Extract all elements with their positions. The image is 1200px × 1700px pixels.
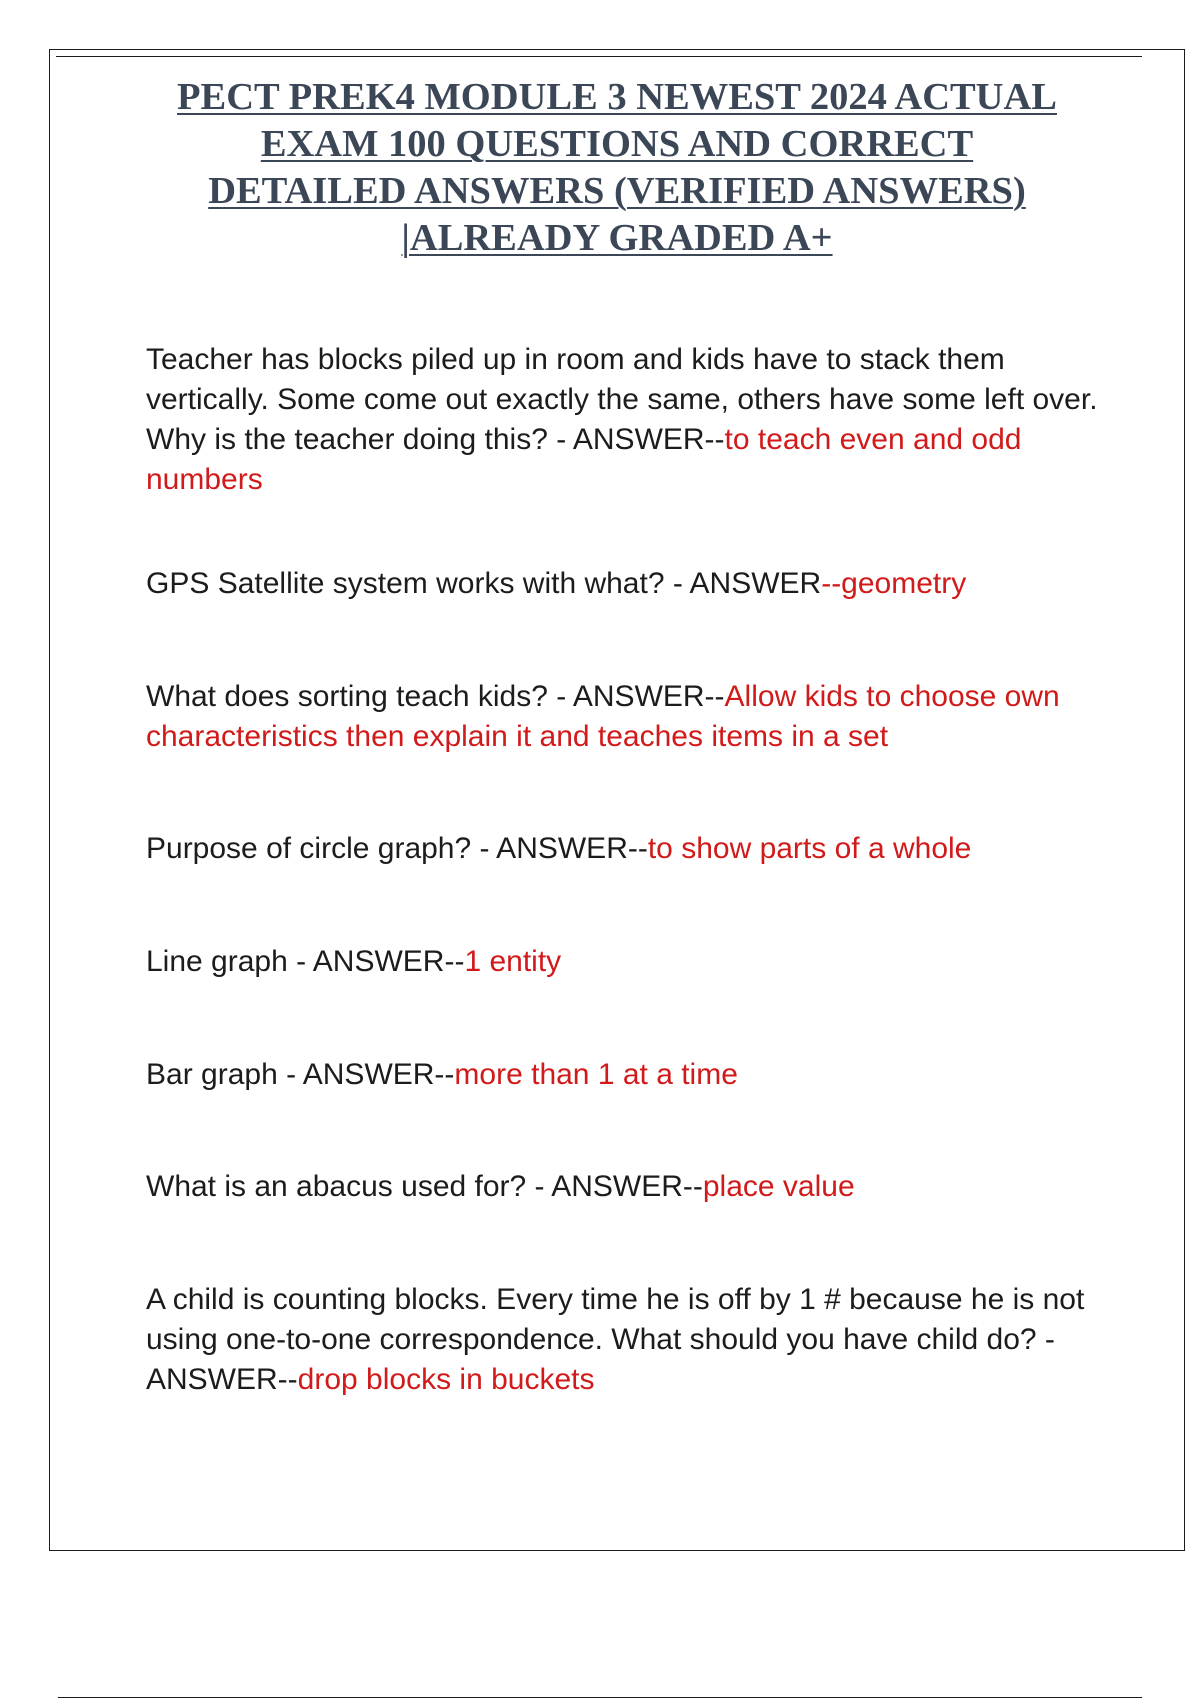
document-title (50, 74, 1184, 262)
answer-text: to teach even and odd numbers (146, 423, 1022, 496)
page-frame (49, 49, 1185, 1551)
question-text: What does sorting teach kids? - ANSWER-- (146, 680, 725, 713)
bottom-rule (58, 1697, 1142, 1698)
title-line: DETAILED ANSWERS (VERIFIED ANSWERS) (208, 170, 1026, 212)
top-rule (56, 56, 1142, 57)
qa-list (146, 340, 1126, 1400)
title-line: |ALREADY GRADED A+ (401, 217, 833, 259)
answer-text: to show parts of a whole (647, 832, 972, 865)
title-line: PECT PREK4 MODULE 3 NEWEST 2024 ACTUAL (177, 76, 1057, 118)
qa-item (146, 1167, 1126, 1207)
question-text: GPS Satellite system works with what? - ANSWER (146, 567, 822, 600)
answer-text: place value (702, 1170, 855, 1203)
question-text: Teacher has blocks piled up in room and kids have to stack them vertically. Some come out exactly the same, others have some left over. Why is the teacher doing this? - ANSWER-- (146, 343, 1098, 456)
qa-item (146, 340, 1126, 500)
qa-item (146, 677, 1126, 757)
answer-text: drop blocks in buckets (297, 1363, 595, 1396)
answer-text: Allow kids to choose own characteristics then explain it and teaches items in a set (146, 680, 1060, 753)
qa-item (146, 829, 1126, 869)
question-text: Bar graph - ANSWER-- (146, 1058, 455, 1091)
answer-text: 1 entity (464, 945, 562, 978)
qa-item (146, 564, 1126, 604)
question-text: Line graph - ANSWER-- (146, 945, 465, 978)
question-text: Purpose of circle graph? - ANSWER-- (146, 832, 648, 865)
title-line: EXAM 100 QUESTIONS AND CORRECT (260, 123, 974, 165)
qa-item (146, 1055, 1126, 1095)
question-text: What is an abacus used for? - ANSWER-- (146, 1170, 703, 1203)
qa-item (146, 1280, 1126, 1400)
question-text: A child is counting blocks. Every time he is off by 1 # because he is not using one-to-one correspondence. What should you have child do? - ANSWER-- (146, 1283, 1085, 1396)
answer-text: more than 1 at a time (454, 1058, 738, 1091)
qa-item (146, 942, 1126, 982)
answer-text: --geometry (821, 567, 967, 600)
